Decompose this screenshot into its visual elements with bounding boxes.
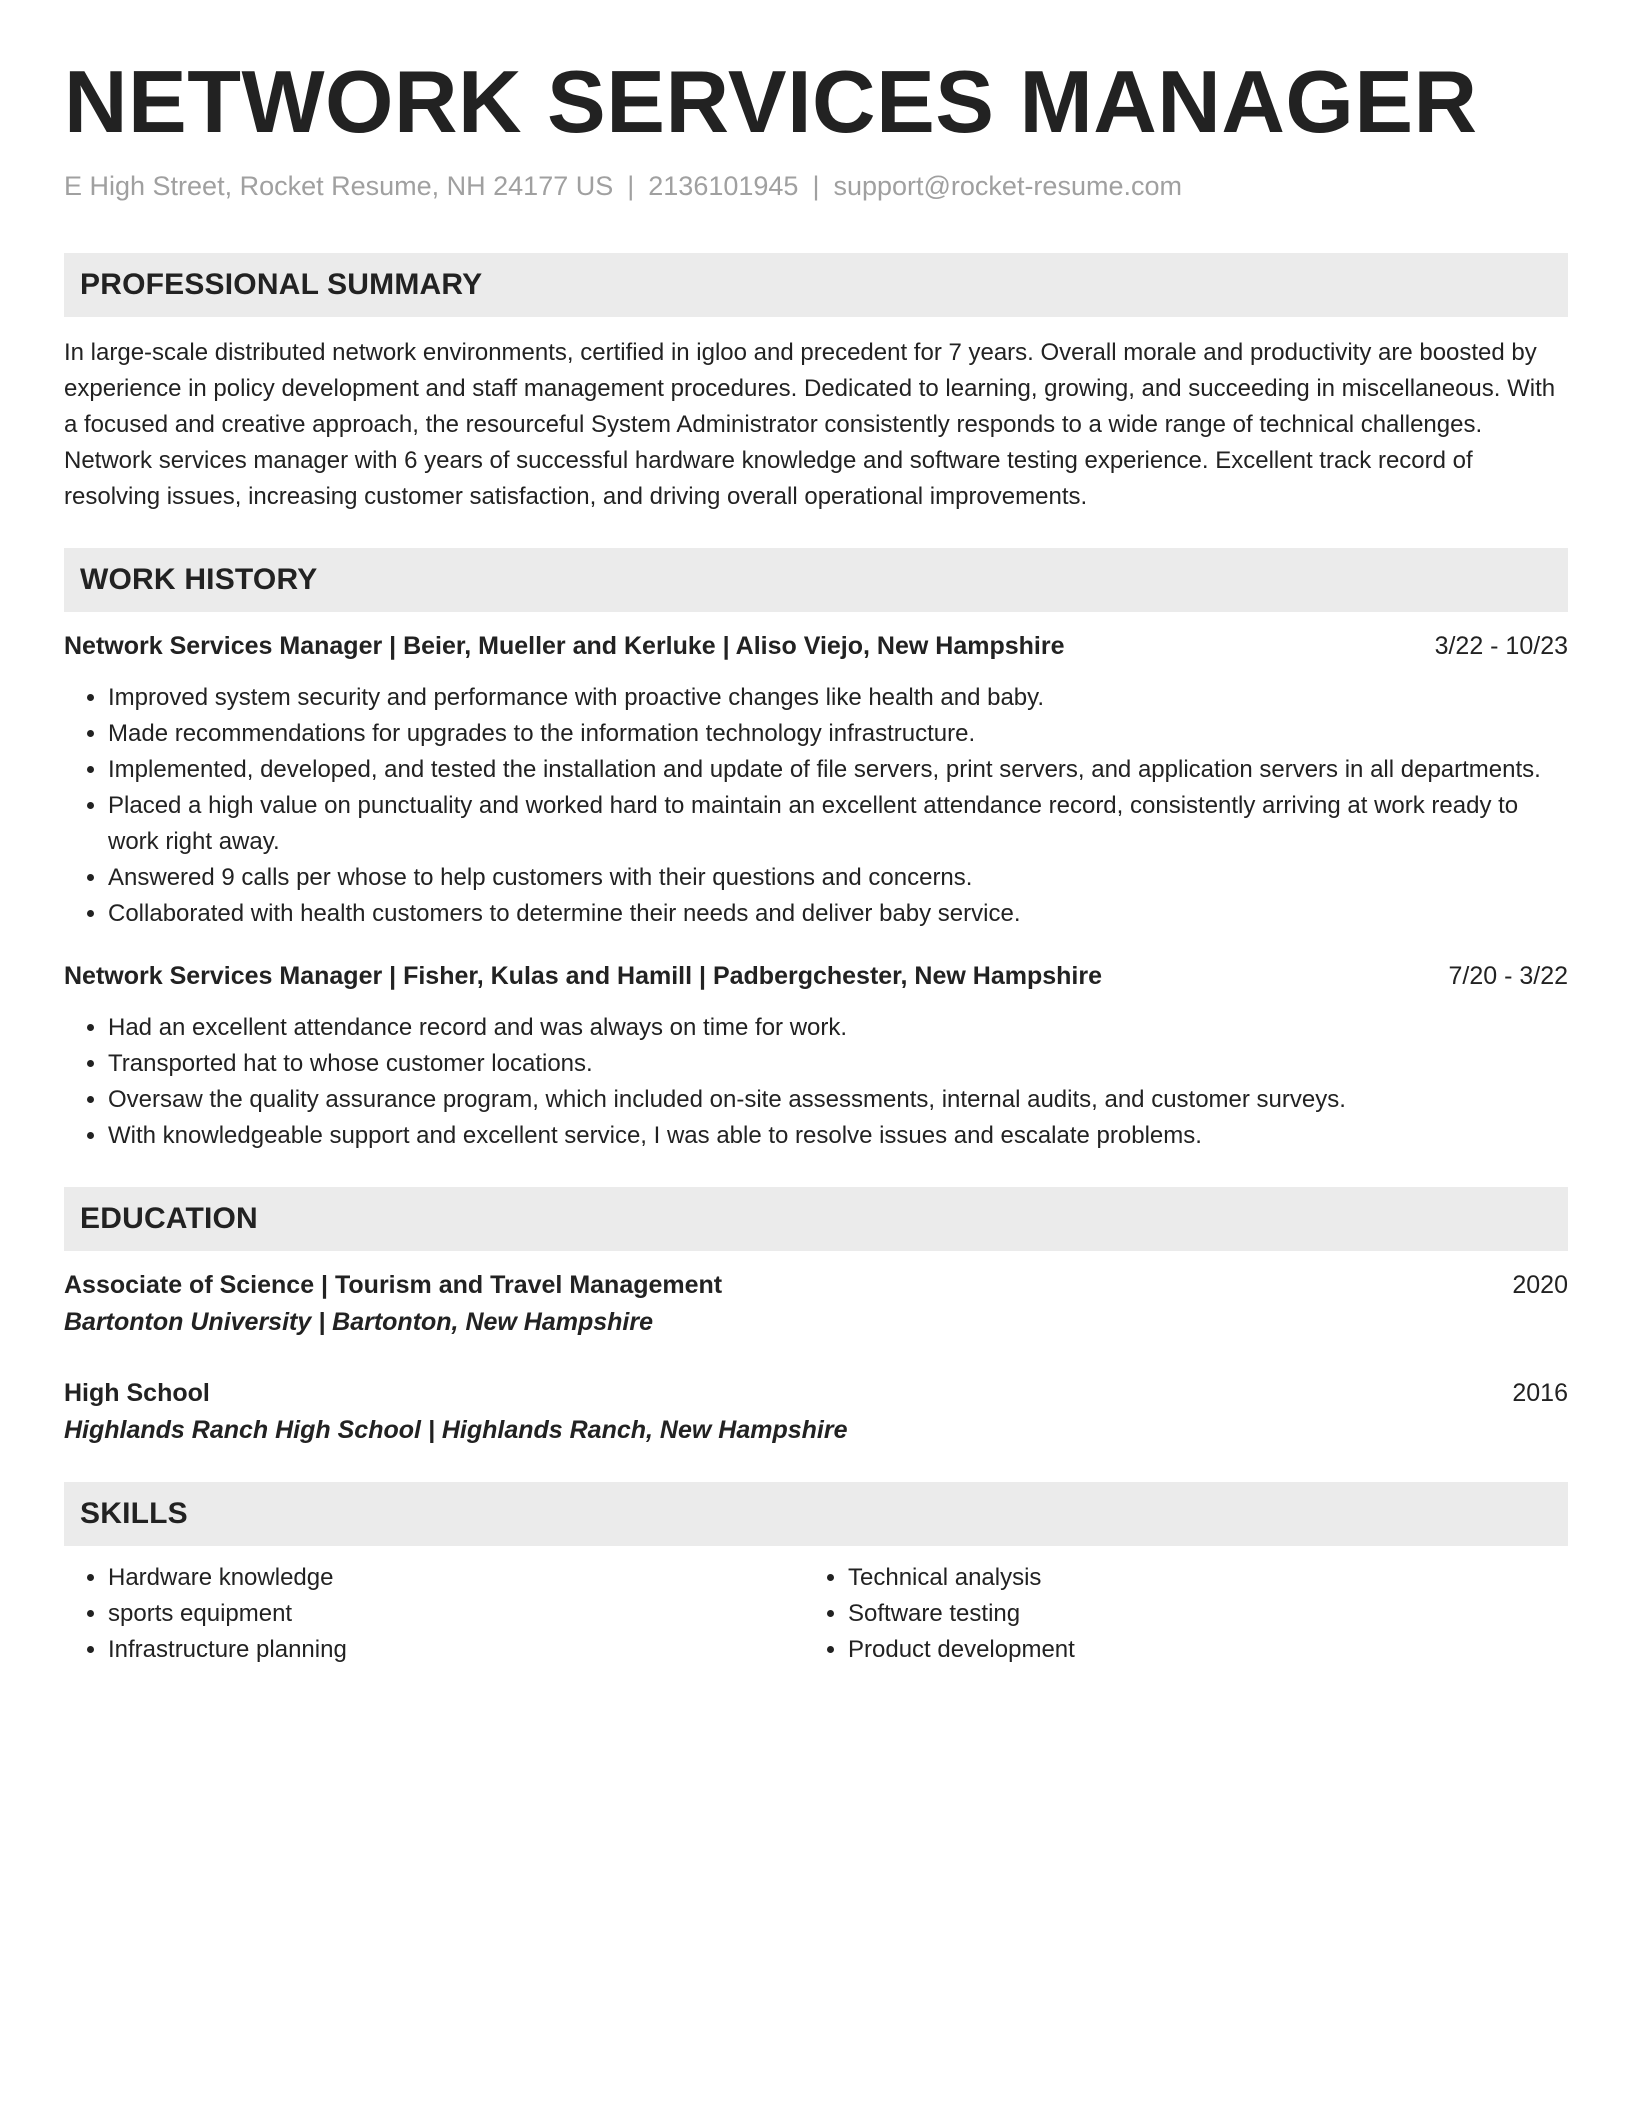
skill-item: • Software testing [848,1596,1544,1632]
education-year: 2020 [1512,1271,1568,1299]
education-degree: High School [64,1379,210,1407]
list-item: • Placed a high value on punctuality and worked hard to maintain an excellent attendance record, consistently arriving at work ready to work right away. [108,788,1568,860]
job-dates: 7/20 - 3/22 [1448,962,1568,990]
job-title: Network Services Manager | Beier, Mueller and Kerluke | Aliso Viejo, New Hampshire [64,632,1065,660]
skill-item: • sports equipment [108,1596,804,1632]
job-header [64,958,1568,994]
education-header [64,1375,1568,1411]
job-bullet-list [64,680,1568,932]
education-school: Bartonton University | Bartonton, New Hampshire [64,1308,654,1336]
education-header [64,1267,1568,1303]
list-item: • Oversaw the quality assurance program, which included on-site assessments, internal audits, and customer surveys. [108,1082,1568,1118]
section-heading-education: EDUCATION [64,1187,1568,1251]
contact-address: E High Street, Rocket Resume, NH 24177 US [64,171,614,201]
job-bullet-list [64,1010,1568,1154]
skill-item: • Hardware knowledge [108,1560,804,1596]
contact-separator: | [627,171,635,201]
job-entry [64,958,1568,1154]
list-item: • With knowledgeable support and excellent service, I was able to resolve issues and escalate problems. [108,1118,1568,1154]
education-entry [64,1267,1568,1341]
skills-list-left [64,1560,804,1668]
skill-item: • Technical analysis [848,1560,1544,1596]
section-heading-skills: SKILLS [64,1482,1568,1546]
candidate-title: NETWORK SERVICES MANAGER [64,52,1478,151]
job-dates: 3/22 - 10/23 [1434,632,1568,660]
skill-item: • Infrastructure planning [108,1632,804,1668]
summary-text: In large-scale distributed network environments, certified in igloo and precedent for 7 years. Overall morale and productivity are boosted by experience in policy development and staff management procedures. Dedicated to learning, growing, and succeeding in miscellaneous. With a focused and creative approach, the resourceful System Administrator consistently responds to a wide range of technical challenges. Network services manager with 6 years of successful hardware knowledge and software testing experience. Excellent track record of resolving issues, increasing customer satisfaction, and driving overall operational improvements. [64,339,1556,510]
education-degree: Associate of Science | Tourism and Travel Management [64,1271,723,1299]
education-year: 2016 [1512,1379,1568,1407]
list-item: • Collaborated with health customers to determine their needs and deliver baby service. [108,896,1568,932]
skills-list-right [804,1560,1544,1668]
job-entry [64,628,1568,932]
resume-content [64,253,1568,1668]
job-title: Network Services Manager | Fisher, Kulas and Hamill | Padbergchester, New Hampshire [64,962,1102,990]
job-header [64,628,1568,664]
skills-columns [64,1560,1568,1668]
education-entry [64,1375,1568,1449]
education-school: Highlands Ranch High School | Highlands Ranch, New Hampshire [64,1416,848,1444]
list-item: • Implemented, developed, and tested the installation and update of file servers, print servers, and application servers in all departments. [108,752,1568,788]
list-item: • Improved system security and performance with proactive changes like health and baby. [108,680,1568,716]
section-heading-summary: PROFESSIONAL SUMMARY [64,253,1568,317]
list-item: • Made recommendations for upgrades to the information technology infrastructure. [108,716,1568,752]
list-item: • Transported hat to whose customer locations. [108,1046,1568,1082]
resume-header [64,52,1568,204]
contact-line [64,168,1568,204]
contact-email: support@rocket-resume.com [833,171,1182,201]
section-heading-work-history: WORK HISTORY [64,548,1568,612]
list-item: • Had an excellent attendance record and was always on time for work. [108,1010,1568,1046]
contact-separator: | [812,171,820,201]
skill-item: • Product development [848,1632,1544,1668]
list-item: • Answered 9 calls per whose to help customers with their questions and concerns. [108,860,1568,896]
contact-phone: 2136101945 [648,171,799,201]
